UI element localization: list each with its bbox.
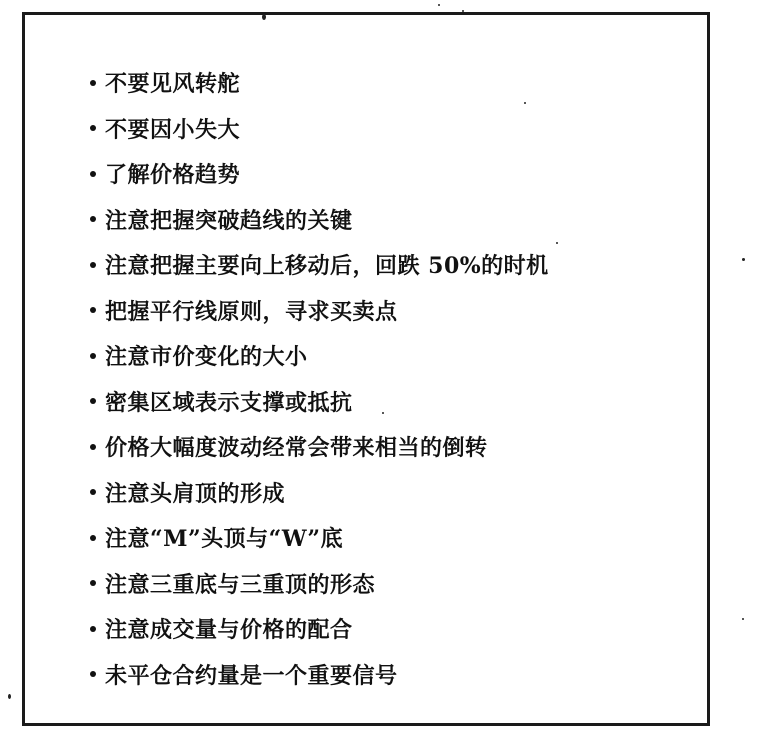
bullet-icon	[90, 489, 96, 495]
list-item-text: 价格大幅度波动经常会带来相当的倒转	[105, 435, 488, 462]
scan-speck	[556, 242, 558, 244]
bullet-icon	[90, 216, 96, 222]
scan-speck	[742, 618, 744, 620]
bullet-icon	[90, 398, 96, 404]
list-item-text: 注意头肩顶的形成	[105, 480, 286, 507]
scan-speck	[8, 694, 11, 699]
list-item-text: 注意“M”头顶与“W”底	[105, 526, 344, 553]
tips-list	[90, 60, 549, 697]
list-item	[90, 242, 549, 288]
list-item	[90, 515, 549, 561]
list-item	[90, 606, 549, 652]
bullet-icon	[90, 171, 96, 177]
list-item	[90, 333, 549, 379]
list-item-text: 不要因小失大	[105, 116, 241, 143]
list-item	[90, 106, 549, 152]
list-item-text: 注意市价变化的大小	[105, 344, 308, 371]
scan-speck	[382, 412, 384, 414]
list-item-text: 密集区域表示支撑或抵抗	[105, 389, 353, 416]
list-item	[90, 288, 549, 334]
list-item	[90, 561, 549, 607]
list-item	[90, 60, 549, 106]
list-item-text: 把握平行线原则，寻求买卖点	[105, 298, 398, 325]
bullet-icon	[90, 307, 96, 313]
scan-speck	[262, 14, 266, 20]
scan-speck	[462, 10, 464, 12]
bullet-icon	[90, 580, 96, 586]
list-item	[90, 379, 549, 425]
bullet-icon	[90, 353, 96, 359]
list-item	[90, 197, 549, 243]
list-item-text: 注意把握突破趋线的关键	[105, 207, 353, 234]
bullet-icon	[90, 626, 96, 632]
list-item	[90, 470, 549, 516]
list-item-text: 未平仓合约量是一个重要信号	[105, 662, 398, 689]
bullet-icon	[90, 262, 96, 268]
list-item	[90, 151, 549, 197]
list-item-text: 注意成交量与价格的配合	[105, 617, 353, 644]
scan-speck	[524, 102, 526, 104]
list-item-text: 注意三重底与三重顶的形态	[105, 571, 376, 598]
list-item	[90, 424, 549, 470]
bullet-icon	[90, 125, 96, 131]
scan-speck	[742, 258, 745, 261]
bullet-icon	[90, 80, 96, 86]
list-item	[90, 652, 549, 698]
list-item-text: 了解价格趋势	[105, 162, 241, 189]
bullet-icon	[90, 671, 96, 677]
bullet-icon	[90, 444, 96, 450]
list-item-text: 不要见风转舵	[105, 71, 241, 98]
bullet-icon	[90, 535, 96, 541]
scan-speck	[438, 4, 440, 6]
list-item-text: 注意把握主要向上移动后，回跌 50%的时机	[105, 253, 549, 280]
